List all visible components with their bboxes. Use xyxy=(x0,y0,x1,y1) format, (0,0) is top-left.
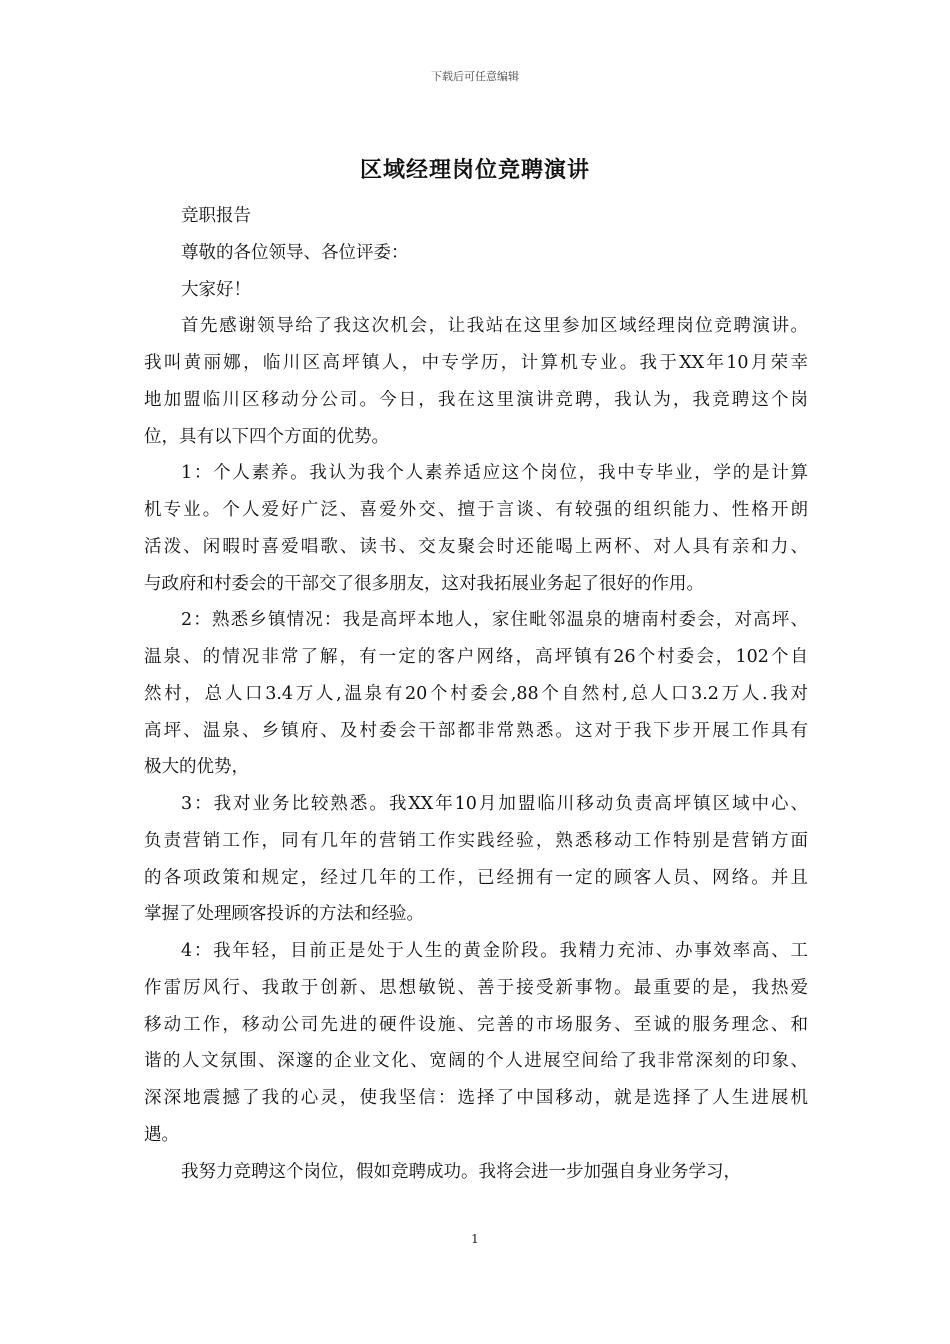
body-line: 然村，总人口3.4万人,温泉有20个村委会,88个自然村,总人口3.2万人.我对 xyxy=(144,683,808,704)
body-line: 3：我对业务比较熟悉。我XX年10月加盟临川移动负责高坪镇区域中心、 xyxy=(181,794,808,814)
body-line: 的各项政策和规定，经过几年的工作，已经拥有一定的顾客人员、网络。并且 xyxy=(144,867,808,888)
body-line: 极大的优势， xyxy=(144,757,249,778)
body-line: 与政府和村委会的干部交了很多朋友，这对我拓展业务起了很好的作用。 xyxy=(144,573,704,594)
document-title: 区域经理岗位竞聘演讲 xyxy=(359,157,590,183)
body-line: 竞职报告 xyxy=(181,206,251,226)
body-line: 机专业。个人爱好广泛、喜爱外交、擅于言谈、有较强的组织能力、性格开朗 xyxy=(144,500,808,520)
body-line: 1：个人素养。我认为我个人素养适应这个岗位，我中专毕业，学的是计算 xyxy=(181,463,808,484)
page-number: 1 xyxy=(471,1232,479,1246)
body-line: 首先感谢领导给了我这次机会，让我站在这里参加区域经理岗位竞聘演讲。 xyxy=(181,316,808,337)
body-line: 2：熟悉乡镇情况：我是高坪本地人，家住毗邻温泉的塘南村委会，对高坪、 xyxy=(181,610,808,631)
body-line: 谐的人文氛围、深邃的企业文化、宽阔的个人进展空间给了我非常深刻的印象、 xyxy=(144,1051,808,1072)
body-line: 作雷厉风行、我敢于创新、思想敏锐、善于接受新事物。最重要的是，我热爱 xyxy=(144,977,808,998)
body-line: 我努力竞聘这个岗位，假如竞聘成功。我将会进一步加强自身业务学习， xyxy=(181,1161,741,1182)
page-header-note: 下载后可任意编辑 xyxy=(431,70,519,83)
body-line: 地加盟临川区移动分公司。今日，我在这里演讲竞聘，我认为，我竞聘这个岗 xyxy=(144,389,808,410)
body-line: 移动工作，移动公司先进的硬件设施、完善的市场服务、至诚的服务理念、和 xyxy=(144,1014,808,1035)
document-body xyxy=(144,198,808,1190)
body-line: 负责营销工作，同有几年的营销工作实践经验，熟悉移动工作特别是营销方面 xyxy=(144,830,808,851)
body-line: 大家好！ xyxy=(181,279,251,300)
body-line: 我叫黄丽娜，临川区高坪镇人，中专学历，计算机专业。我于XX年10月荣幸 xyxy=(144,353,808,373)
body-line: 4：我年轻，目前正是处于人生的黄金阶段。我精力充沛、办事效率高、工 xyxy=(181,941,808,961)
body-line: 掌握了处理顾客投诉的方法和经验。 xyxy=(144,904,424,925)
body-line: 尊敬的各位领导、各位评委： xyxy=(181,242,409,263)
body-line: 位，具有以下四个方面的优势。 xyxy=(144,426,389,447)
body-line: 遇。 xyxy=(144,1124,179,1145)
body-line: 高坪、温泉、乡镇府、及村委会干部都非常熟悉。这对于我下步开展工作具有 xyxy=(144,720,808,741)
body-line: 深深地震撼了我的心灵，使我坚信：选择了中国移动，就是选择了人生进展机 xyxy=(144,1088,808,1108)
body-line: 温泉、的情况非常了解，有一定的客户网络，高坪镇有26个村委会，102个自 xyxy=(144,647,808,667)
body-line: 活泼、闲暇时喜爱唱歌、读书、交友聚会时还能喝上两杯、对人具有亲和力、 xyxy=(144,536,808,557)
